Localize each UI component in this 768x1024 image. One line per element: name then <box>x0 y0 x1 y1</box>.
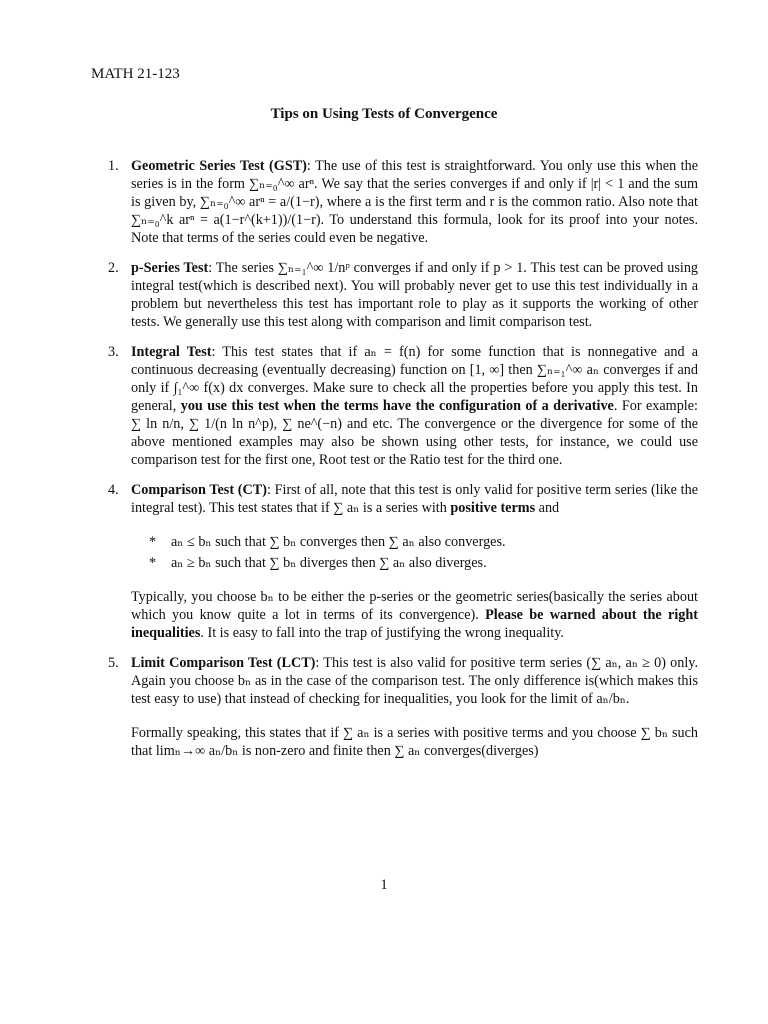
condition-item: * aₙ ≥ bₙ such that ∑ bₙ diverges then ∑ aₙ also diverges. <box>149 555 487 571</box>
test-name: p-Series Test <box>131 260 209 276</box>
tip-text: This test states that if aₙ = f(n) for some function that is nonnegative and a continuous decreasing (eventually decreasing) function on [1, ∞] then ∑ₙ₌₁^∞ aₙ converges if and only if ∫₁^∞ f(x) dx converges. Make sure to check all the properties before you apply this test. In general, <box>131 344 699 414</box>
page-number: 1 <box>380 877 388 893</box>
tip-text: The series ∑ₙ₌₁^∞ 1/nᵖ converges if and only if p > 1. This test can be proved using integral test(which is described next). You will probably never get to use this test individually in a problem but nevertheless this test has important role to play as it supports the working of other tests. We generally use this test along with comparison and limit comparison test. <box>131 260 699 330</box>
asterisk-icon: * <box>149 534 157 550</box>
tip-number: 3. <box>108 344 119 360</box>
tip-p-series: 2. p-Series Test: The series ∑ₙ₌₁^∞ 1/nᵖ converges if and only if p > 1. This test can be proved using integral test(which is described next). You will probably never get to use this test individually in a problem but nevertheless this test has important role to play as it supports the working of other tests. We generally use this test along with comparison and limit comparison test. <box>108 260 699 330</box>
tip-number: 5. <box>108 655 119 671</box>
tip-text: Typically, you choose bₙ to be either the p-series or the geometric series(basically the series about which you know quite a lot in terms of its convergence). <box>131 589 698 623</box>
course-code: MATH 21-123 <box>91 66 180 82</box>
tip-number: 1. <box>108 158 119 174</box>
condition-item: * aₙ ≤ bₙ such that ∑ bₙ converges then ∑ aₙ also converges. <box>149 534 506 550</box>
page-title: Tips on Using Tests of Convergence <box>270 106 498 122</box>
tip-limit-comparison-test: 5. Limit Comparison Test (LCT): This test is also valid for positive term series (∑ aₙ, aₙ ≥ 0) only. Again you choose bₙ as in the case of the comparison test. The only difference is(which makes this test easy to use) that instead of checking for inequalities, you look for the limit of aₙ/bₙ. Formally speaking, this states that if ∑ aₙ is a series with positive terms and you choose ∑ bₙ such that limₙ→∞ aₙ/bₙ is non-zero and finite then ∑ aₙ converges(diverges) <box>108 655 698 759</box>
tip-text: and <box>538 500 560 516</box>
test-name: Limit Comparison Test (LCT) <box>131 655 316 671</box>
tip-text: The use of this test is straightforward. You only use this when the series is in the form ∑ₙ₌₀^∞ arⁿ. We say that the series converges if and only if |r| < 1 and the sum is given by, ∑ₙ₌₀^∞ arⁿ = a/(1−r), where a is the first term and r is the common ratio. Also note that ∑ₙ₌₀^k arⁿ = a(1−r^(k+1))/(1−r). To understand this formula, look for its proof into your notes. Note that terms of the series could even be negative. <box>131 158 699 246</box>
tip-number: 4. <box>108 482 119 498</box>
tip-integral-test: 3. Integral Test: This test states that if aₙ = f(n) for some function that is nonnegative and a continuous decreasing (eventually decreasing) function on [1, ∞] then ∑ₙ₌₁^∞ aₙ converges if and only if ∫₁^∞ f(x) dx converges. Make sure to check all the properties before you apply this test. In general, you use this test when the terms have the configuration of a derivative. For example: ∑ ln n/n, ∑ 1/(n ln n^p), ∑ ne^(−n) and etc. The convergence or the divergence for some of the above mentioned examples may also be shown using other tests, for instance, we could use comparison test for the first one, Root test or the Ratio test for the third one. <box>108 344 699 468</box>
tip-emphasis: Please be warned about the right inequalities <box>131 607 698 641</box>
test-name: Integral Test <box>131 344 212 360</box>
tip-number: 2. <box>108 260 119 276</box>
tip-text: This test is also valid for positive term series (∑ aₙ, aₙ ≥ 0) only. Again you choose bₙ as in the case of the comparison test. The only difference is(which makes this test easy to use) that instead of checking for inequalities, you look for the limit of aₙ/bₙ. <box>131 655 698 707</box>
tip-geometric-series: 1. Geometric Series Test (GST): The use of this test is straightforward. You only use this when the series is in the form ∑ₙ₌₀^∞ arⁿ. We say that the series converges if and only if |r| < 1 and the sum is given by, ∑ₙ₌₀^∞ arⁿ = a/(1−r), where a is the first term and r is the common ratio. Also note that ∑ₙ₌₀^k arⁿ = a(1−r^(k+1))/(1−r). To understand this formula, look for its proof into your notes. Note that terms of the series could even be negative. <box>108 158 699 246</box>
asterisk-icon: * <box>149 555 157 571</box>
tip-emphasis: you use this test when the terms have the configuration of a derivative <box>180 398 614 414</box>
tip-emphasis: positive terms <box>450 500 536 516</box>
tips-list <box>108 157 698 772</box>
tip-text: . It is easy to fall into the trap of justifying the wrong inequality. <box>200 625 564 641</box>
tip-text: Formally speaking, this states that if ∑ aₙ is a series with positive terms and you choose ∑ bₙ such that limₙ→∞ aₙ/bₙ is non-zero and finite then ∑ aₙ converges(diverges) <box>131 725 698 759</box>
tip-text: First of all, note that this test is only valid for positive term series (like the integral test). This test states that if ∑ aₙ is a series with <box>131 482 698 516</box>
condition-list <box>131 533 698 572</box>
test-name: Geometric Series Test (GST) <box>131 158 307 174</box>
tip-comparison-test: 4. Comparison Test (CT): First of all, note that this test is only valid for positive term series (like the integral test). This test states that if ∑ aₙ is a series with positive terms and * aₙ ≤ bₙ such that ∑ bₙ converges then ∑ aₙ also converges. * aₙ ≥ bₙ such that ∑ bₙ diverges then ∑ aₙ also diverges. Typically, you choose bₙ to be either the p-series or the geometric series(basically the series about which you know quite a lot in terms of its convergence). Please be warned about the right inequalities. It is easy to fall into the trap of justifying the wrong inequality. <box>108 482 698 641</box>
test-name: Comparison Test (CT) <box>131 482 267 498</box>
tip-text: . For example: ∑ ln n/n, ∑ 1/(n ln n^p), ∑ ne^(−n) and etc. The convergence or the divergence for some of the above mentioned examples may also be shown using other tests, for instance, we could use comparison test for the first one, Root test or the Ratio test for the third one. <box>131 398 698 468</box>
